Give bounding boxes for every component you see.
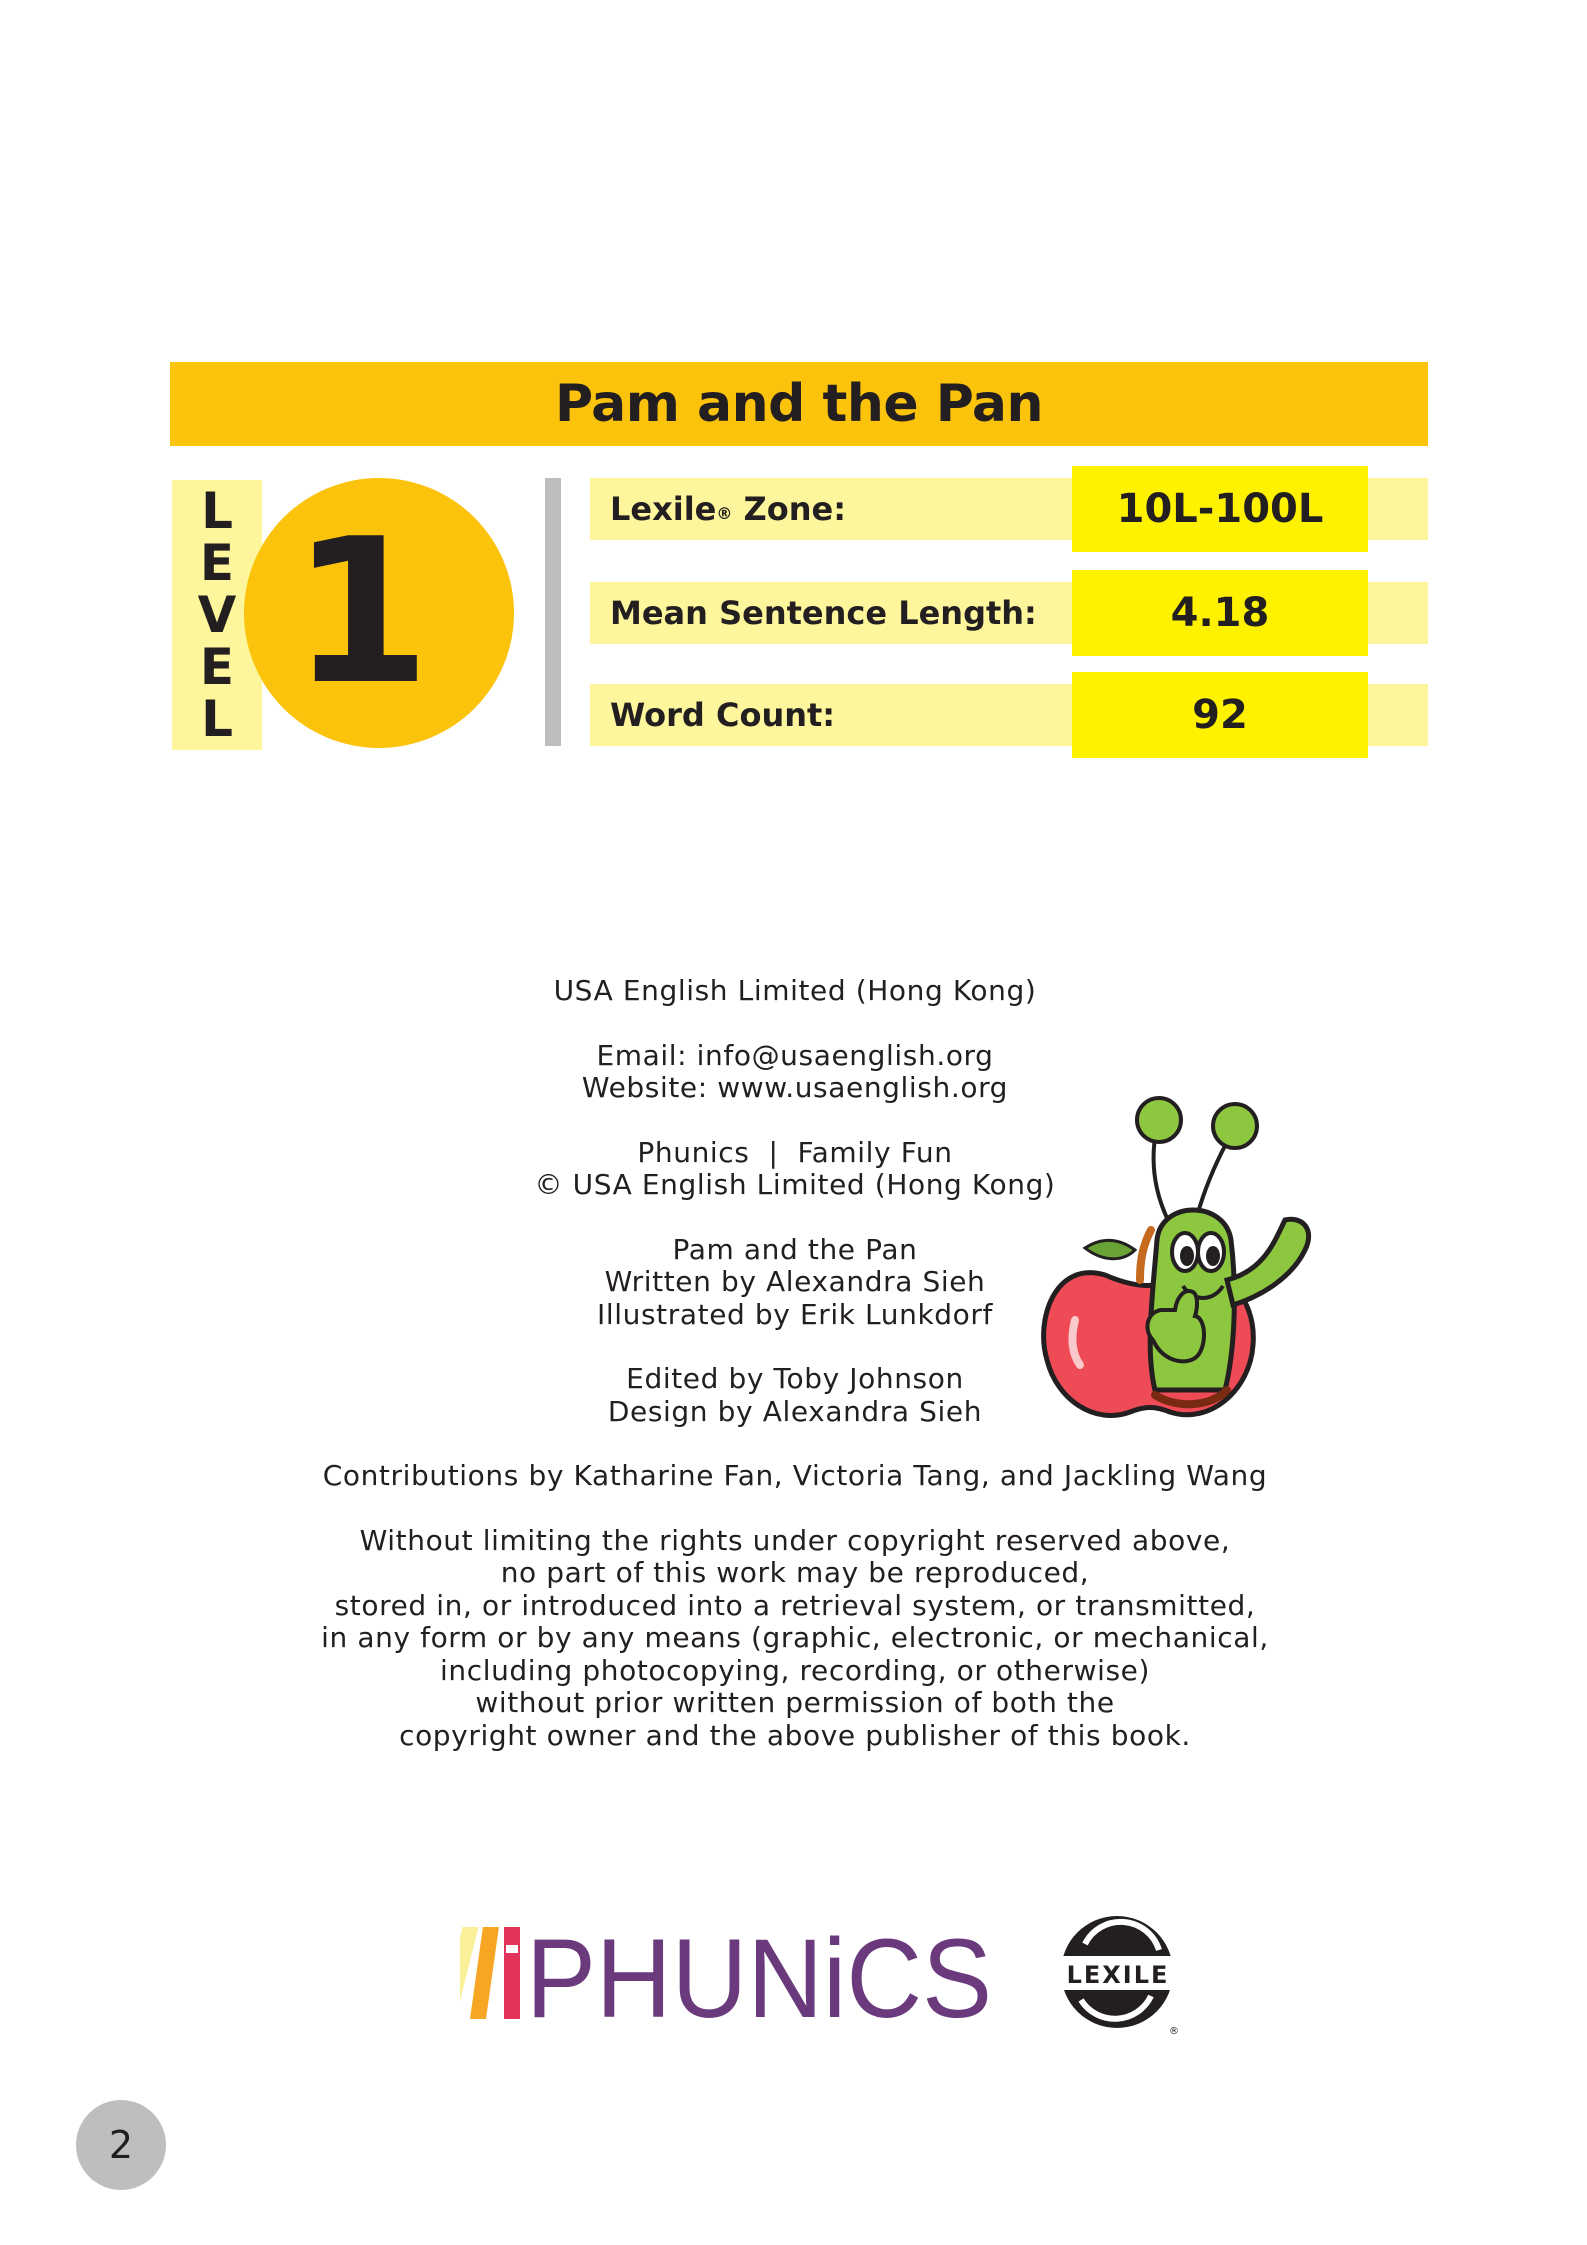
stat-row-mean-sentence-length (590, 582, 1428, 644)
website-text: Website: www.usaenglish.org (581, 1071, 1009, 1104)
copyright-text: © USA English Limited (Hong Kong) (534, 1168, 1056, 1201)
rights-line: including photocopying, recording, or otherwise) (439, 1653, 1151, 1687)
stat-row-word-count (590, 684, 1428, 746)
publisher-block (280, 975, 1310, 1008)
lexile-wordmark: LEXILE (1066, 1961, 1170, 1989)
edited-by: Edited by Toby Johnson (626, 1362, 964, 1395)
lexile-logo (1055, 1910, 1185, 2040)
rights-line: copyright owner and the above publisher of this book. (399, 1718, 1191, 1752)
level-letter: E (199, 638, 235, 696)
books-icon (460, 1927, 520, 2019)
page-number-badge (76, 2100, 166, 2190)
stat-row-lexile-zone (590, 478, 1428, 540)
lexile-registered-mark: ® (1169, 2026, 1179, 2037)
level-letter: L (201, 482, 233, 540)
stat-label-text: Lexile (610, 490, 717, 528)
stat-value: 4.18 (1072, 570, 1368, 656)
email-text: Email: info@usaenglish.org (596, 1038, 994, 1072)
page-number: 2 (108, 2123, 134, 2167)
level-letter: V (197, 586, 237, 644)
stat-label: Mean Sentence Length: (610, 594, 1037, 632)
level-letter: L (201, 690, 233, 748)
stat-label: Word Count: (610, 696, 836, 734)
series-text: Phunics | Family Fun (637, 1135, 953, 1169)
registered-mark: ® (716, 503, 733, 523)
stat-value: 92 (1072, 672, 1368, 758)
level-badge (244, 478, 514, 748)
rights-block (280, 1525, 1310, 1753)
book-title-credit: Pam and the Pan (672, 1232, 918, 1266)
rights-line: stored in, or introduced into a retrieval system, or transmitted, (334, 1588, 1256, 1622)
phunics-logo (460, 1905, 1000, 2035)
book-title: Pam and the Pan (554, 374, 1044, 434)
publisher-name: USA English Limited (Hong Kong) (553, 974, 1037, 1007)
illustrated-by: Illustrated by Erik Lunkdorf (597, 1297, 993, 1331)
title-banner (170, 362, 1428, 446)
stat-value: 10L-100L (1072, 466, 1368, 552)
phunics-wordmark: PHUNiCS (526, 1916, 992, 2035)
written-by: Written by Alexandra Sieh (604, 1265, 986, 1298)
contributions-block (280, 1460, 1310, 1493)
level-number: 1 (291, 496, 431, 729)
vertical-divider (545, 478, 561, 746)
rights-line: no part of this work may be reproduced, (500, 1556, 1090, 1589)
contributions-text: Contributions by Katharine Fan, Victoria Tang, and Jackling Wang (322, 1459, 1268, 1492)
rights-line: Without limiting the rights under copyright reserved above, (359, 1523, 1231, 1557)
rights-line: without prior written permission of both the (475, 1686, 1115, 1719)
rights-line: in any form or by any means (graphic, electronic, or mechanical, (321, 1621, 1269, 1654)
design-by: Design by Alexandra Sieh (607, 1394, 983, 1428)
worm-apple-mascot (1035, 1090, 1355, 1430)
level-letter: E (199, 534, 235, 592)
stat-label-suffix: Zone: (732, 490, 846, 528)
stat-label (610, 478, 846, 540)
